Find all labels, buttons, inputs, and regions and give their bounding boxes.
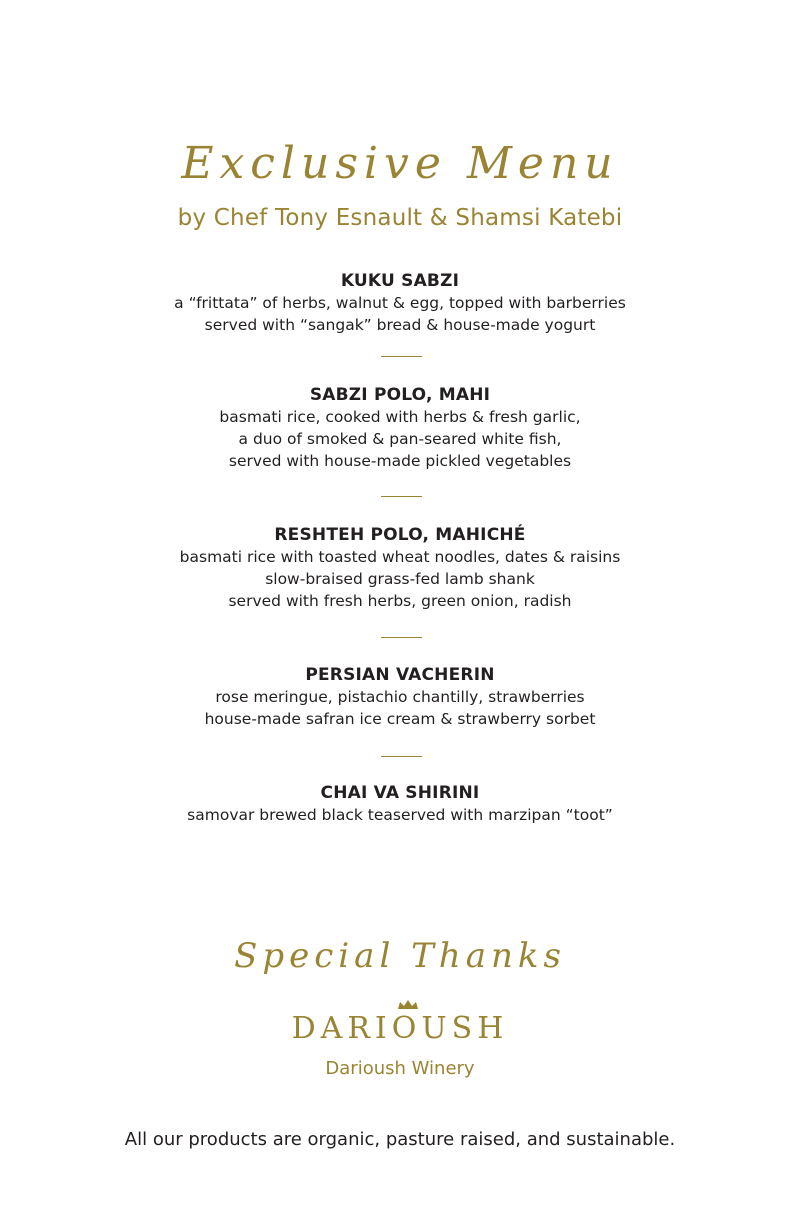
- course-description-line: house-made safran ice cream & strawberry sorbet: [204, 710, 596, 728]
- crown-icon: [396, 1000, 420, 1010]
- course-description-line: samovar brewed black teaserved with marzipan “toot”: [187, 806, 613, 824]
- course-divider: [381, 756, 422, 757]
- course-description-line: a duo of smoked & pan-seared white fish,: [238, 430, 562, 448]
- sustainability-note: All our products are organic, pasture raised, and sustainable.: [124, 1129, 676, 1150]
- course-persian-vacherin: [0, 664, 800, 730]
- course-description-line: served with “sangak” bread & house-made yogurt: [204, 316, 596, 334]
- course-name: CHAI VA SHIRINI: [320, 783, 480, 803]
- course-name: RESHTEH POLO, MAHICHÉ: [274, 525, 526, 545]
- course-name: SABZI POLO, MAHI: [309, 385, 491, 405]
- course-description-line: a “frittata” of herbs, walnut & egg, topped with barberries: [174, 294, 626, 312]
- special-thanks-title: Special Thanks: [234, 936, 566, 976]
- course-sabzi-polo-mahi: [0, 384, 800, 472]
- course-reshteh-polo-mahiche: [0, 524, 800, 612]
- chef-subtitle: by Chef Tony Esnault & Shamsi Katebi: [177, 205, 623, 231]
- course-divider: [381, 637, 422, 638]
- course-divider: [381, 356, 422, 357]
- course-chai-va-shirini: [0, 782, 800, 826]
- logo-text: DARIOUSH: [291, 1011, 509, 1046]
- winery-name: Darioush Winery: [325, 1058, 475, 1079]
- logo-wordmark: [292, 1002, 509, 1052]
- course-description-line: basmati rice, cooked with herbs & fresh garlic,: [219, 408, 581, 426]
- course-name: KUKU SABZI: [340, 271, 460, 291]
- course-name: PERSIAN VACHERIN: [305, 665, 495, 685]
- darioush-logo: [0, 1002, 800, 1048]
- menu-title: Exclusive Menu: [181, 138, 619, 189]
- course-description-line: rose meringue, pistachio chantilly, strawberries: [215, 688, 585, 706]
- course-description-line: basmati rice with toasted wheat noodles, dates & raisins: [179, 548, 621, 566]
- course-description-line: slow-braised grass-fed lamb shank: [265, 570, 535, 588]
- course-divider: [381, 496, 422, 497]
- course-description-line: served with house-made pickled vegetables: [228, 452, 572, 470]
- course-kuku-sabzi: [0, 270, 800, 336]
- course-description-line: served with fresh herbs, green onion, radish: [228, 592, 572, 610]
